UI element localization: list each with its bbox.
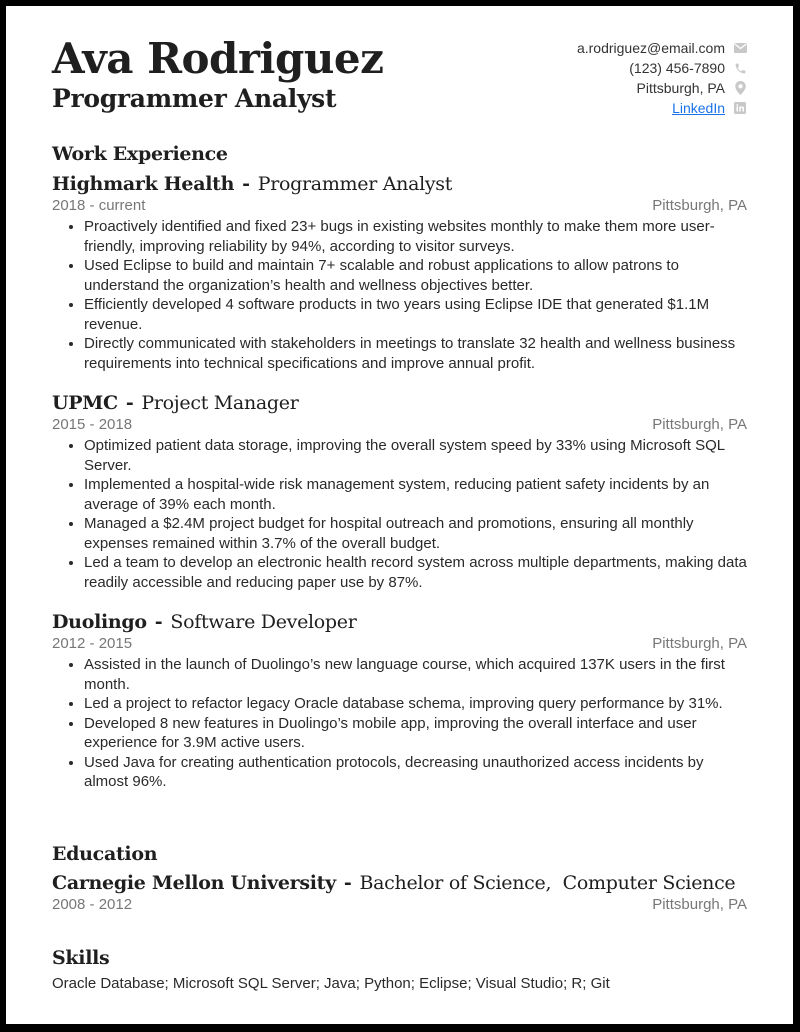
phone-text[interactable]: (123) 456-7890 — [629, 60, 725, 76]
school-name: Carnegie Mellon University — [52, 872, 336, 894]
job-dates: 2015 - 2018 — [52, 416, 133, 433]
job-role: Programmer Analyst — [257, 173, 453, 195]
education-heading: Education — [52, 843, 158, 865]
job-location: Pittsburgh, PA — [652, 416, 747, 433]
job-location: Pittsburgh, PA — [652, 635, 747, 652]
contact-block — [577, 38, 747, 118]
bullet-item: • Directly communicated with stakeholders in meetings to translate 32 health and wellness business requirements into technical specifications and improve annual profit. — [84, 334, 747, 373]
candidate-title: Programmer Analyst — [52, 84, 337, 113]
skills-heading: Skills — [52, 947, 110, 969]
bullet-item: • Optimized patient data storage, improving the overall system speed by 33% using Microsoft SQL Server. — [84, 436, 747, 475]
job-role: Software Developer — [170, 611, 357, 633]
degree: Bachelor of Science, Computer Science — [359, 872, 736, 894]
job-upmc — [52, 390, 747, 592]
bullet-item: • Led a project to refactor legacy Oracle database schema, improving query performance by 31%. — [84, 694, 747, 714]
phone-icon — [733, 61, 747, 75]
resume-page — [6, 6, 793, 1024]
job-meta — [52, 635, 747, 653]
education-meta — [52, 896, 747, 914]
contact-linkedin — [577, 98, 747, 118]
linkedin-icon — [733, 101, 747, 115]
bullet-item: • Used Java for creating authentication protocols, decreasing unauthorized access incidents by almost 96%. — [84, 753, 747, 792]
job-duolingo — [52, 609, 747, 792]
company-name: Duolingo — [52, 611, 147, 633]
bullet-item: • Proactively identified and fixed 23+ bugs in existing websites monthly to make them more user-friendly, improving reliability by 94%, according to visitor surveys. — [84, 217, 747, 256]
education-header: Carnegie Mellon University - Bachelor of Science, Computer Science — [52, 872, 736, 894]
job-dates: 2012 - 2015 — [52, 635, 133, 652]
bullet-item: • Assisted in the launch of Duolingo’s new language course, which acquired 137K users in the first month. — [84, 655, 747, 694]
bullet-item: • Used Eclipse to build and maintain 7+ scalable and robust applications to allow patrons to understand the organization’s health and wellness objectives better. — [84, 256, 747, 295]
job-bullets — [52, 655, 747, 792]
bullet-item: • Implemented a hospital-wide risk management system, reducing patient safety incidents by an average of 39% each month. — [84, 475, 747, 514]
job-meta — [52, 197, 747, 215]
bullet-item: • Efficiently developed 4 software products in two years using Eclipse IDE that generated $1.1M revenue. — [84, 295, 747, 334]
bullet-item: • Developed 8 new features in Duolingo’s mobile app, improving the overall interface and user experience for 3.9M active users. — [84, 714, 747, 753]
job-meta — [52, 416, 747, 434]
bullet-item: • Led a team to develop an electronic health record system across multiple departments, making data readily accessible and reducing paper use by 87%. — [84, 553, 747, 592]
job-header: UPMC - Project Manager — [52, 392, 299, 414]
job-bullets — [52, 217, 747, 373]
job-header: Highmark Health - Programmer Analyst — [52, 173, 453, 195]
work-experience-heading: Work Experience — [52, 143, 228, 165]
skills-list: Oracle Database; Microsoft SQL Server; Java; Python; Eclipse; Visual Studio; R; Git — [52, 975, 610, 992]
candidate-name: Ava Rodriguez — [52, 34, 384, 83]
education-location: Pittsburgh, PA — [652, 896, 747, 913]
education-entry — [52, 870, 747, 914]
bullet-item: • Managed a $2.4M project budget for hospital outreach and promotions, ensuring all monthly expenses remained within 3.7% of the overall budget. — [84, 514, 747, 553]
job-dates: 2018 - current — [52, 197, 146, 214]
location-text: Pittsburgh, PA — [636, 80, 725, 96]
company-name: Highmark Health — [52, 173, 235, 195]
linkedin-link[interactable]: LinkedIn — [672, 100, 725, 116]
email-text[interactable]: a.rodriguez@email.com — [576, 40, 725, 56]
job-highmark — [52, 171, 747, 373]
company-name: UPMC — [52, 392, 118, 414]
job-location: Pittsburgh, PA — [652, 197, 747, 214]
job-header: Duolingo - Software Developer — [52, 611, 357, 633]
education-dates: 2008 - 2012 — [52, 896, 133, 913]
envelope-icon — [733, 41, 747, 55]
job-role: Project Manager — [141, 392, 299, 414]
contact-location — [577, 78, 747, 98]
contact-email — [577, 38, 747, 58]
job-bullets — [52, 436, 747, 592]
contact-phone — [577, 58, 747, 78]
map-pin-icon — [733, 81, 747, 95]
